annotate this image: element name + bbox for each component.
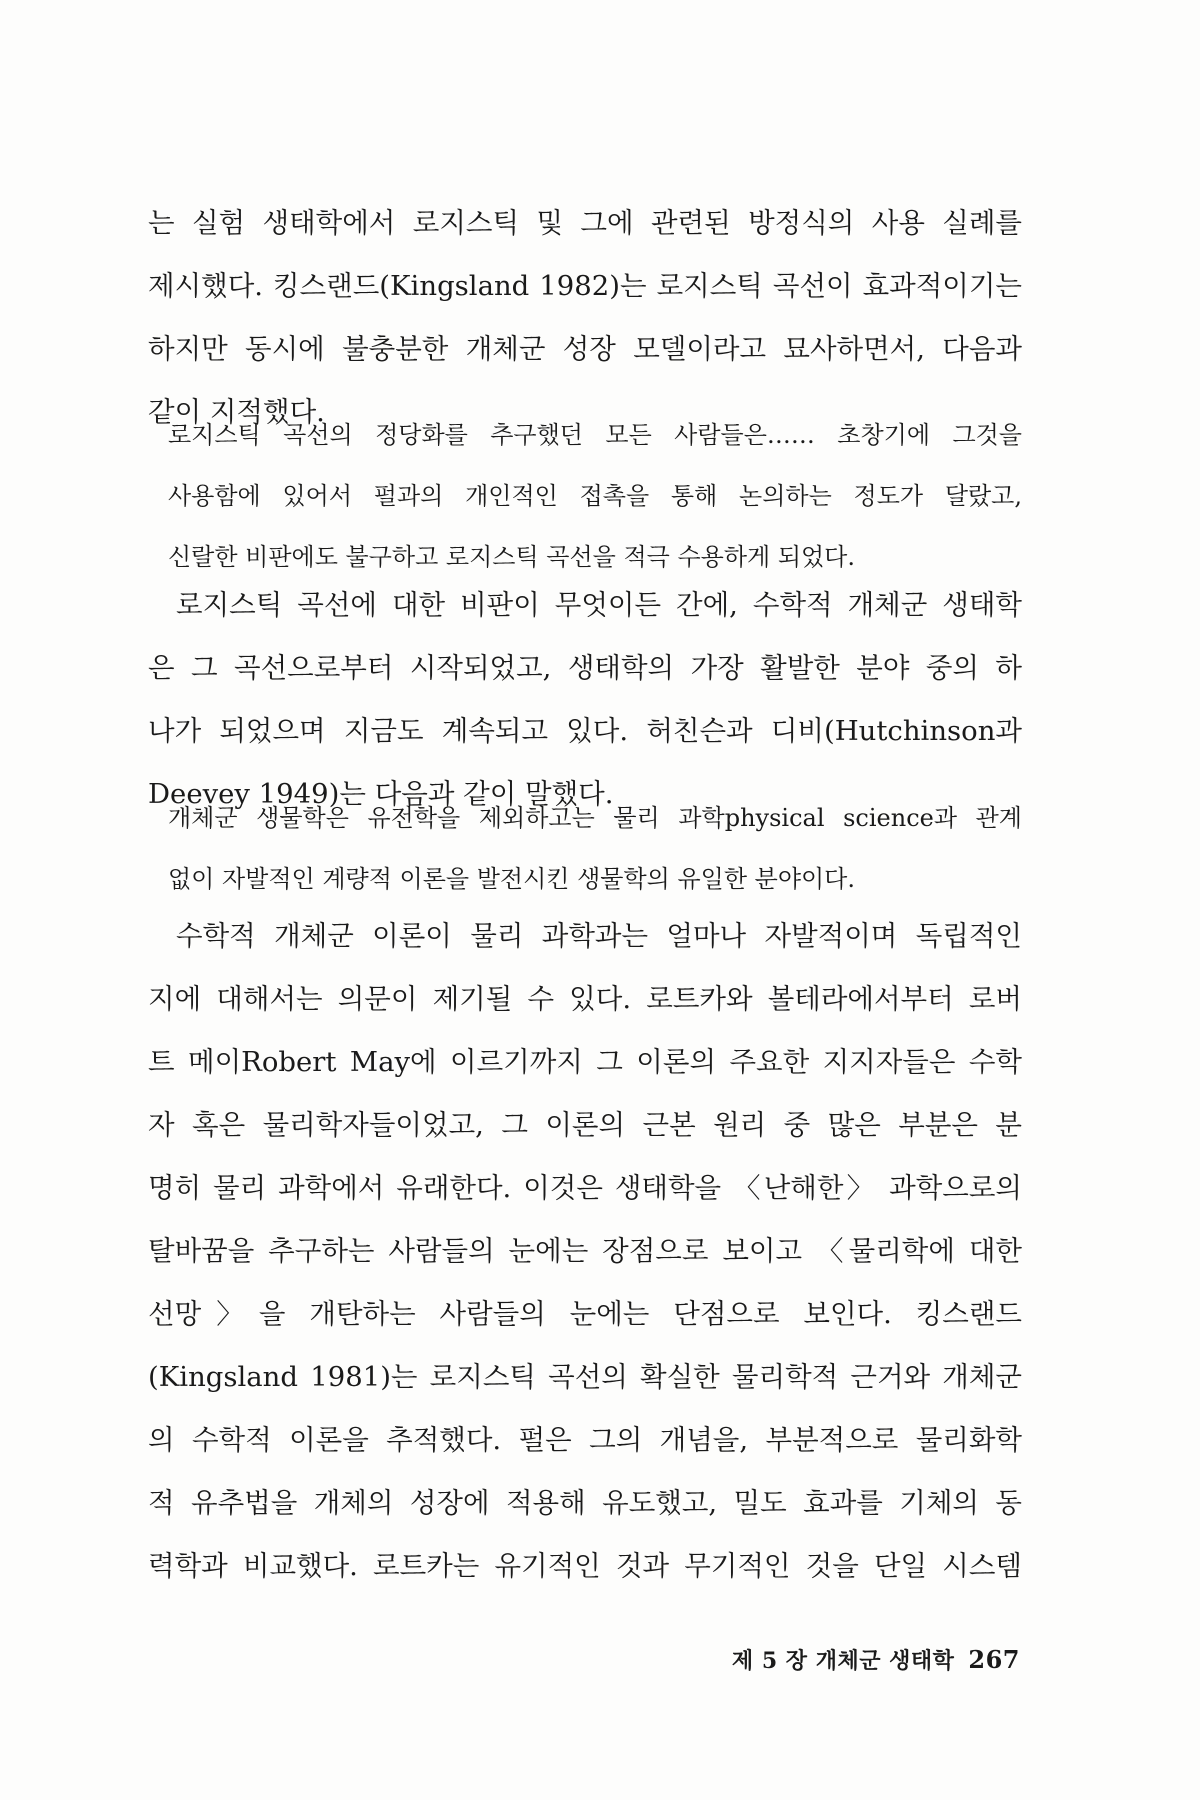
text-line: (Kingsland 1981)는 로지스틱 곡선의 확실한 물리학적 근거와 개체군 (148, 1361, 1022, 1393)
running-head-chapter: 제 5 장 개체군 생태학 (731, 1648, 955, 1674)
text-line: 자 혹은 물리학자들이었고, 그 이론의 근본 원리 중 많은 부분은 분 (148, 1109, 1022, 1141)
text-line: 은 그 곡선으로부터 시작되었고, 생태학의 가장 활발한 분야 중의 하 (148, 652, 1022, 684)
text-line: 력학과 비교했다. 로트카는 유기적인 것과 무기적인 것을 단일 시스템 (148, 1550, 1022, 1582)
text-line: 명히 물리 과학에서 유래한다. 이것은 생태학을 〈난해한〉 과학으로의 (148, 1172, 1022, 1204)
text-line: 트 메이Robert May에 이르기까지 그 이론의 주요한 지지자들은 수학 (148, 1046, 1022, 1078)
body-paragraph (148, 905, 1022, 1598)
text-line: 탈바꿈을 추구하는 사람들의 눈에는 장점으로 보이고 〈물리학에 대한 (148, 1235, 1022, 1267)
text-line: 나가 되었으며 지금도 계속되고 있다. 허친슨과 디비(Hutchinson과 (148, 715, 1022, 747)
text-line: 같이 지적했다. (148, 396, 325, 428)
text-line: 지에 대해서는 의문이 제기될 수 있다. 로트카와 볼테라에서부터 로버 (148, 983, 1022, 1015)
quote-line: 개체군 생물학은 유전학을 제외하고는 물리 과학physical science과 관계 (168, 804, 1022, 832)
quote-line: 신랄한 비판에도 불구하고 로지스틱 곡선을 적극 수용하게 되었다. (168, 543, 855, 571)
page-footer (732, 1644, 1020, 1675)
quote-line: 로지스틱 곡선의 정당화를 추구했던 모든 사람들은…… 초창기에 그것을 (168, 421, 1022, 449)
text-line: 제시했다. 킹스랜드(Kingsland 1982)는 로지스틱 곡선이 효과적이기는 (148, 270, 1022, 302)
text-line: 적 유추법을 개체의 성장에 적용해 유도했고, 밀도 효과를 기체의 동 (148, 1487, 1022, 1519)
quote-line: 없이 자발적인 계량적 이론을 발전시킨 생물학의 유일한 분야이다. (168, 865, 855, 893)
text-line: 는 실험 생태학에서 로지스틱 및 그에 관련된 방정식의 사용 실례를 (148, 207, 1022, 239)
block-quote (168, 405, 1022, 588)
quote-line: 사용함에 있어서 펄과의 개인적인 접촉을 통해 논의하는 정도가 달랐고, (168, 482, 1022, 510)
text-line: 로지스틱 곡선에 대한 비판이 무엇이든 간에, 수학적 개체군 생태학 (176, 589, 1022, 621)
text-line: 하지만 동시에 불충분한 개체군 성장 모델이라고 묘사하면서, 다음과 (148, 333, 1022, 365)
block-quote (168, 788, 1022, 910)
text-line: 수학적 개체군 이론이 물리 과학과는 얼마나 자발적이며 독립적인 (176, 920, 1022, 952)
page-number: 267 (968, 1645, 1020, 1674)
text-line: 의 수학적 이론을 추적했다. 펄은 그의 개념을, 부분적으로 물리화학 (148, 1424, 1022, 1456)
text-line: Deevey 1949)는 다음과 같이 말했다. (148, 778, 614, 810)
text-line: 선망〉을 개탄하는 사람들의 눈에는 단점으로 보인다. 킹스랜드 (148, 1298, 1022, 1330)
